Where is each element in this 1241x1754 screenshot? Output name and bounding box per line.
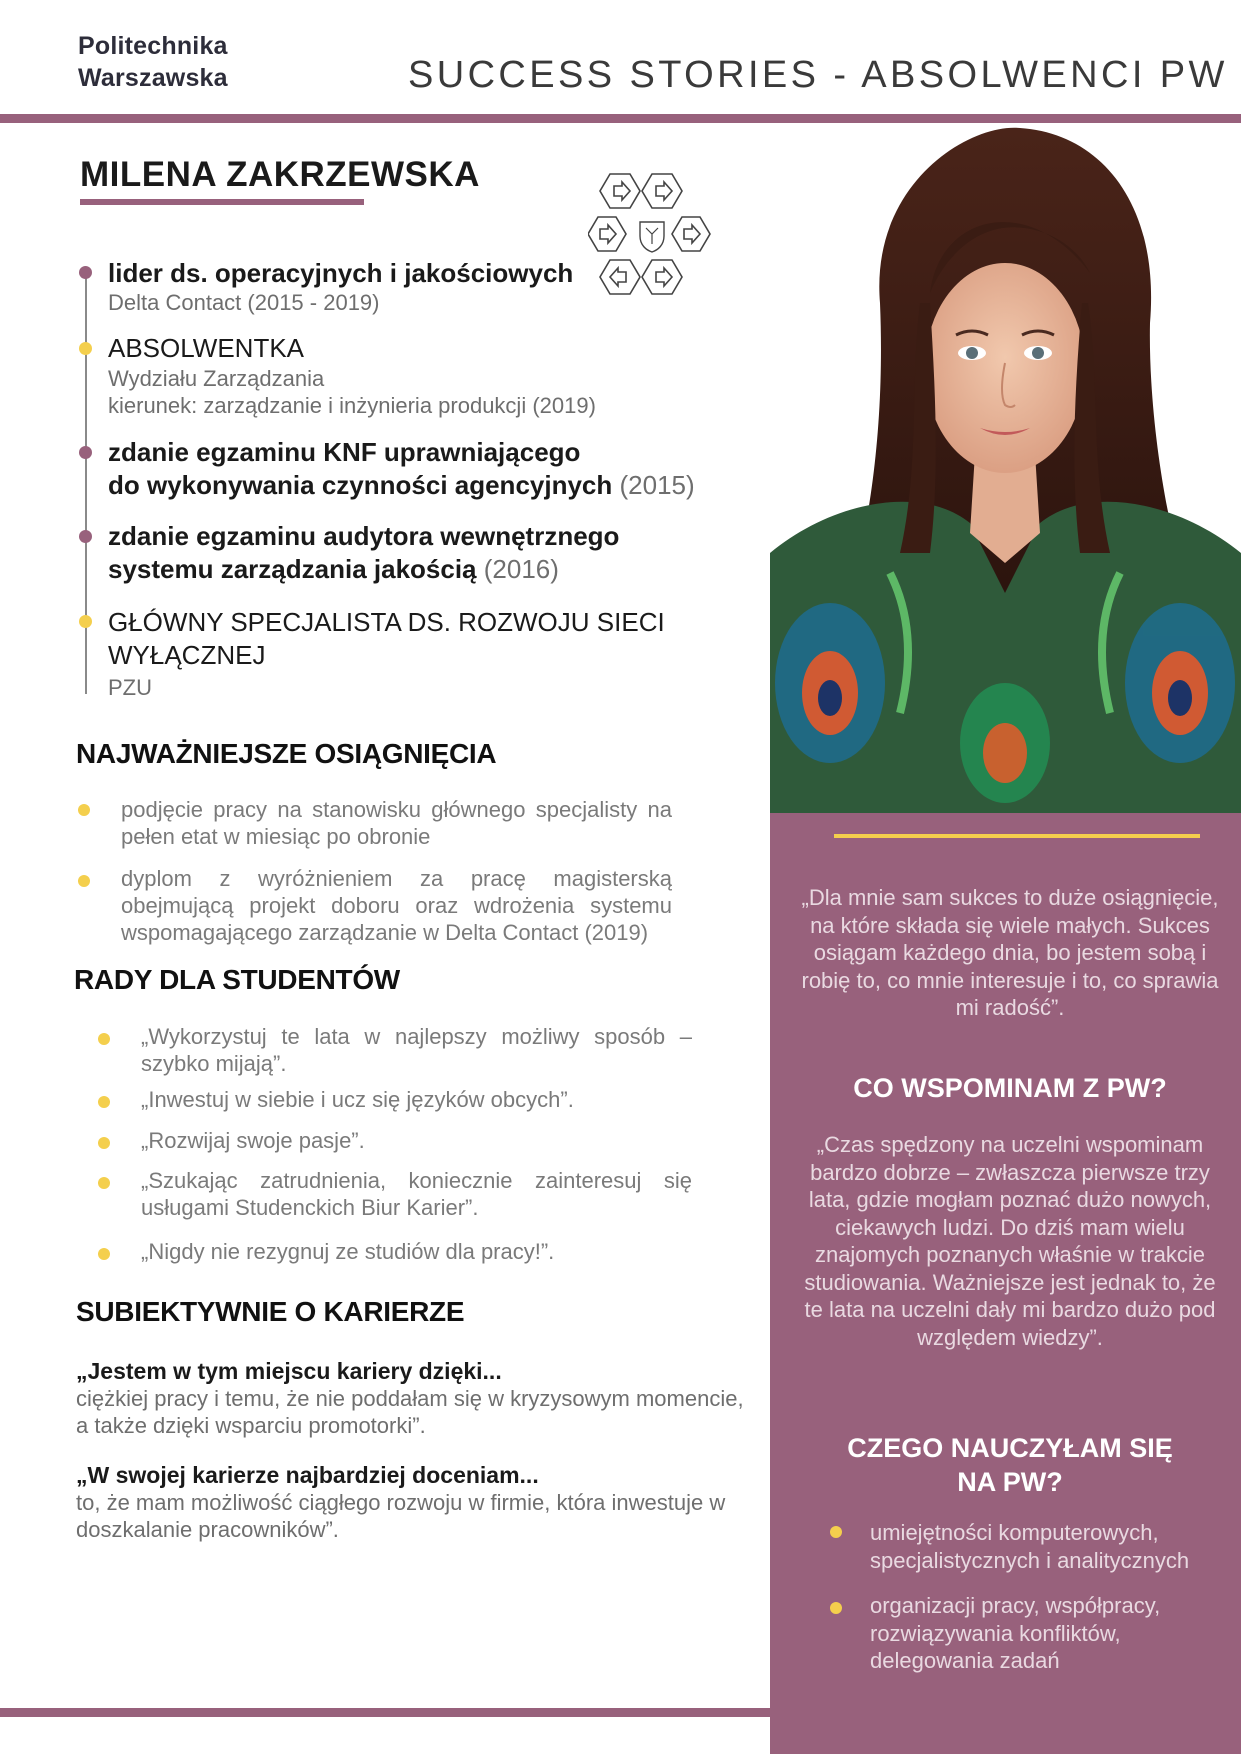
list-item: [830, 1592, 1210, 1675]
advice-text: „Inwestuj w siebie i ucz się języków obcych”.: [141, 1087, 574, 1112]
page-header-title: SUCCESS STORIES - ABSOLWENCI PW: [408, 54, 1228, 96]
timeline-detail: Wydziału Zarządzania: [108, 366, 325, 391]
learned-title: [800, 1431, 1220, 1499]
timeline-detail: PZU: [108, 675, 152, 700]
name-underline: [80, 199, 364, 205]
advice-title: RADY DLA STUDENTÓW: [74, 964, 400, 995]
learned-text: organizacji pracy, współpracy, rozwiązywania konfliktów, delegowania zadań: [870, 1593, 1161, 1673]
timeline-item: [108, 520, 708, 586]
timeline-role: zdanie egzaminu audytora wewnętrznego: [108, 521, 620, 551]
career-quote-lead: „W swojej karierze najbardziej doceniam...: [76, 1462, 539, 1488]
advice-text: „Rozwijaj swoje pasje”.: [141, 1128, 365, 1153]
learned-title-line-1: CZEGO NAUCZYŁAM SIĘ: [847, 1433, 1173, 1463]
bullet-dot: [98, 1248, 110, 1260]
bullet-dot: [98, 1033, 110, 1045]
list-item: [98, 1167, 692, 1221]
achievements-title: NAJWAŻNIEJSZE OSIĄGNIĘCIA: [76, 738, 497, 769]
list-item: [78, 796, 672, 850]
learned-text: umiejętności komputerowych, specjalistycznych i analitycznych: [870, 1520, 1190, 1573]
career-quote-1: [76, 1357, 748, 1439]
list-item: [78, 865, 672, 946]
timeline-dot: [79, 342, 92, 355]
portrait-photo: [770, 123, 1241, 813]
timeline-role: zdanie egzaminu KNF uprawniającego: [108, 437, 581, 467]
logo-line-1: Politechnika: [78, 32, 228, 60]
university-logo: [78, 30, 228, 94]
list-item: [830, 1519, 1210, 1574]
career-quote-2: [76, 1461, 748, 1543]
timeline-year: (2016): [476, 554, 559, 584]
bullet-dot: [98, 1137, 110, 1149]
timeline-year: (2015): [612, 470, 695, 500]
advice-text: „Szukając zatrudnienia, koniecznie zainteresuj się usługami Studenckich Biur Karier”.: [141, 1168, 692, 1220]
timeline-role: do wykonywania czynności agencyjnych: [108, 470, 613, 500]
timeline-dot: [79, 266, 92, 279]
bullet-dot: [98, 1096, 110, 1108]
logo-line-2: Warszawska: [78, 64, 228, 92]
bullet-dot: [78, 875, 90, 887]
list-item: [98, 1023, 692, 1077]
timeline-item: [108, 332, 708, 419]
memories-title: CO WSPOMINAM Z PW?: [853, 1073, 1167, 1103]
timeline-item: [108, 257, 708, 316]
timeline-role: ABSOLWENTKA: [108, 333, 305, 363]
memories-text: „Czas spędzony na uczelni wspominam bardzo dobrze – zwłaszcza pierwsze trzy lata, gdzie mogłam poznać dużo nowych, ciekawych ludzi. Do dziś mam wielu znajomych poznanych właśnie w trakcie studiowania. Ważniejsze jest jednak to, że te lata na uczelni dały mi bardzo dużo pod względem wiedzy”.: [804, 1132, 1216, 1350]
timeline-role: systemu zarządzania jakością: [108, 554, 477, 584]
bullet-dot: [830, 1602, 842, 1614]
timeline-detail: Delta Contact (2015 - 2019): [108, 290, 380, 315]
timeline-item: [108, 606, 688, 701]
timeline-line: [85, 272, 87, 694]
list-item: [98, 1127, 692, 1154]
timeline-dot: [79, 615, 92, 628]
achievement-text: dyplom z wyróżnieniem za pracę magisterską obejmującą projekt doboru oraz wdrożenia systemu wspomagającego zarządzanie w Delta Contact (2019): [121, 866, 672, 945]
header-divider: [0, 114, 1241, 123]
footer-divider: [0, 1708, 770, 1717]
panel-accent-rule: [834, 834, 1200, 838]
list-item: [98, 1086, 692, 1113]
timeline-dot: [79, 530, 92, 543]
advice-text: „Wykorzystuj te lata w najlepszy możliwy sposób – szybko mijają”.: [141, 1024, 692, 1076]
achievement-text: podjęcie pracy na stanowisku głównego specjalisty na pełen etat w miesiąc po obronie: [121, 797, 672, 849]
career-quote-body: to, że mam możliwość ciągłego rozwoju w firmie, która inwestuje w doszkalanie pracowników”.: [76, 1490, 726, 1542]
learned-title-line-2: NA PW?: [957, 1467, 1063, 1497]
timeline-role: lider ds. operacyjnych i jakościowych: [108, 258, 574, 288]
bullet-dot: [830, 1526, 842, 1538]
career-title: SUBIEKTYWNIE O KARIERZE: [76, 1296, 465, 1327]
advice-text: „Nigdy nie rezygnuj ze studiów dla pracy!”.: [141, 1239, 555, 1264]
timeline-detail: kierunek: zarządzanie i inżynieria produkcji (2019): [108, 393, 596, 418]
list-item: [98, 1238, 692, 1265]
person-name: MILENA ZAKRZEWSKA: [80, 155, 480, 194]
portrait-illustration: [770, 123, 1241, 813]
timeline-dot: [79, 446, 92, 459]
timeline-role: GŁÓWNY SPECJALISTA DS. ROZWOJU SIECI WYŁĄCZNEJ: [108, 607, 665, 670]
career-quote-body: ciężkiej pracy i temu, że nie poddałam się w kryzysowym momencie, a także dzięki wsparciu promotorki”.: [76, 1386, 744, 1438]
career-quote-lead: „Jestem w tym miejscu kariery dzięki...: [76, 1358, 502, 1384]
bullet-dot: [78, 804, 90, 816]
success-quote: „Dla mnie sam sukces to duże osiągnięcie, na które składa się wiele małych. Sukces osiągam każdego dnia, bo jestem sobą i robię to, co mnie interesuje i to, co sprawia mi radość”.: [801, 885, 1219, 1020]
timeline-item: [108, 436, 748, 502]
bullet-dot: [98, 1177, 110, 1189]
